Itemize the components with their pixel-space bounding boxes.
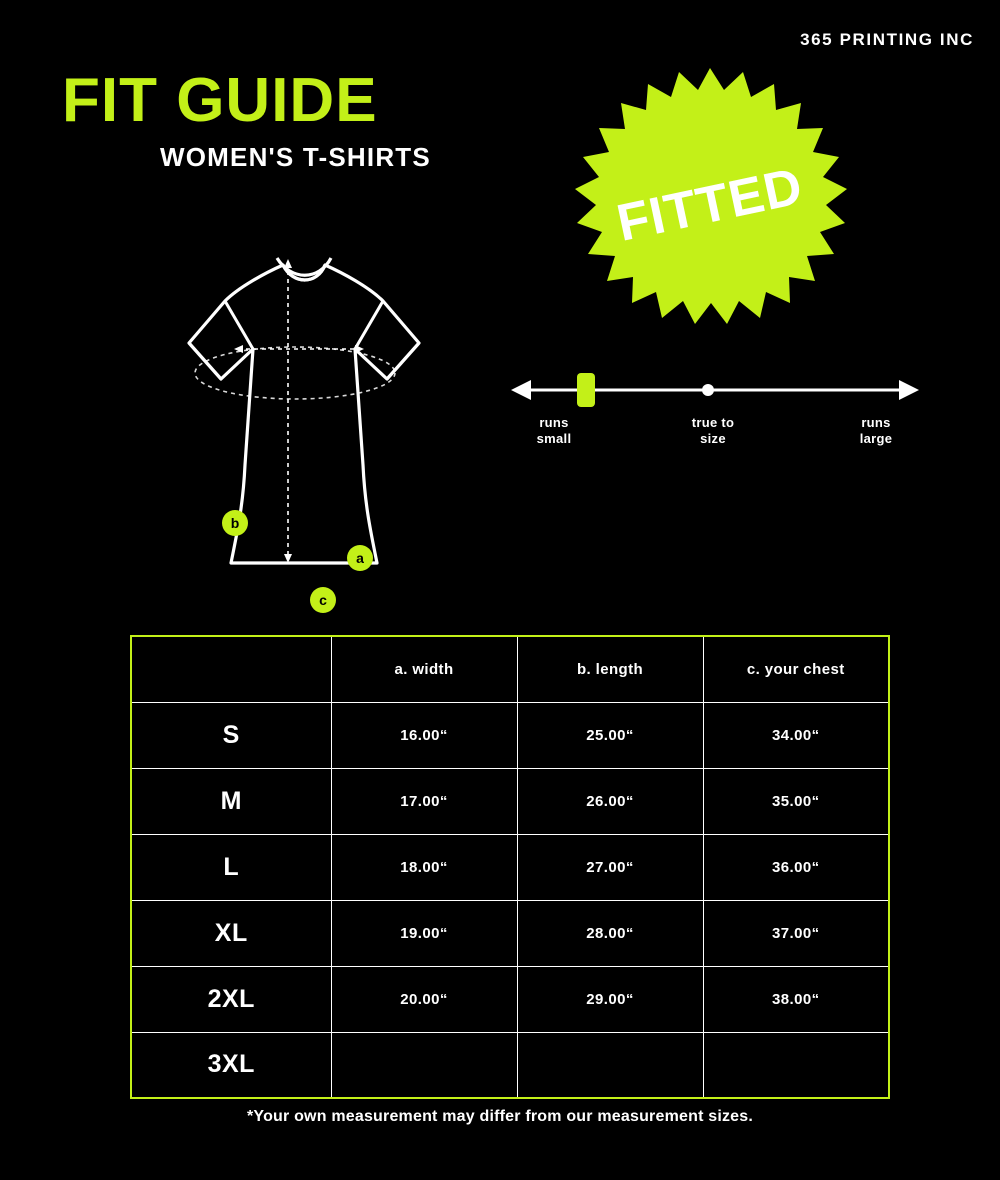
row-width [331, 1032, 517, 1098]
row-width: 18.00“ [331, 834, 517, 900]
row-chest: 37.00“ [703, 900, 889, 966]
fit-scale-label-large-line2: large [859, 431, 893, 447]
row-chest: 38.00“ [703, 966, 889, 1032]
table-row [131, 1032, 889, 1098]
column-header-width: a. width [331, 636, 517, 702]
column-header-size [131, 636, 331, 702]
row-size: XL [131, 900, 331, 966]
row-length: 28.00“ [517, 900, 703, 966]
row-length [517, 1032, 703, 1098]
row-chest: 36.00“ [703, 834, 889, 900]
row-size: 2XL [131, 966, 331, 1032]
table-header-row [131, 636, 889, 702]
row-width: 20.00“ [331, 966, 517, 1032]
row-chest: 35.00“ [703, 768, 889, 834]
row-length: 25.00“ [517, 702, 703, 768]
row-size: L [131, 834, 331, 900]
row-size: S [131, 702, 331, 768]
fit-scale-labels [505, 415, 925, 465]
fit-scale-label-small-line1: runs [539, 415, 569, 430]
row-width: 17.00“ [331, 768, 517, 834]
row-chest: 34.00“ [703, 702, 889, 768]
marker-a: a [347, 545, 373, 571]
fit-scale-label-true [663, 415, 763, 448]
row-size: 3XL [131, 1032, 331, 1098]
table-row [131, 702, 889, 768]
tshirt-outline-icon [110, 215, 480, 595]
marker-b: b [222, 510, 248, 536]
fit-scale-label-small [509, 415, 599, 448]
row-chest [703, 1032, 889, 1098]
page-subtitle: WOMEN'S T-SHIRTS [160, 142, 431, 172]
row-length: 29.00“ [517, 966, 703, 1032]
marker-c: c [310, 587, 336, 613]
size-table-wrapper [130, 635, 890, 1099]
fit-scale [505, 365, 925, 475]
row-length: 26.00“ [517, 768, 703, 834]
fit-scale-axis-icon [505, 365, 925, 415]
fit-scale-label-true-line1: true to [691, 415, 735, 430]
fit-scale-label-large [833, 415, 919, 448]
table-row [131, 834, 889, 900]
column-header-chest: c. your chest [703, 636, 889, 702]
fitted-badge [545, 60, 875, 350]
row-size: M [131, 768, 331, 834]
column-header-length: b. length [517, 636, 703, 702]
size-table [130, 635, 890, 1099]
fit-scale-label-true-line2: size [700, 431, 726, 447]
fit-scale-label-small-line2: small [536, 431, 572, 447]
row-width: 19.00“ [331, 900, 517, 966]
table-row [131, 768, 889, 834]
row-length: 27.00“ [517, 834, 703, 900]
footnote: *Your own measurement may differ from our measurement sizes. [246, 1108, 754, 1125]
row-width: 16.00“ [331, 702, 517, 768]
table-row [131, 966, 889, 1032]
table-row [131, 900, 889, 966]
fitted-badge-label: FITTED [612, 157, 808, 253]
fit-scale-label-large-line1: runs [861, 415, 891, 430]
brand-name: 365 PRINTING INC [800, 30, 974, 49]
tshirt-diagram [110, 215, 480, 608]
page-title: FIT GUIDE [62, 66, 378, 135]
